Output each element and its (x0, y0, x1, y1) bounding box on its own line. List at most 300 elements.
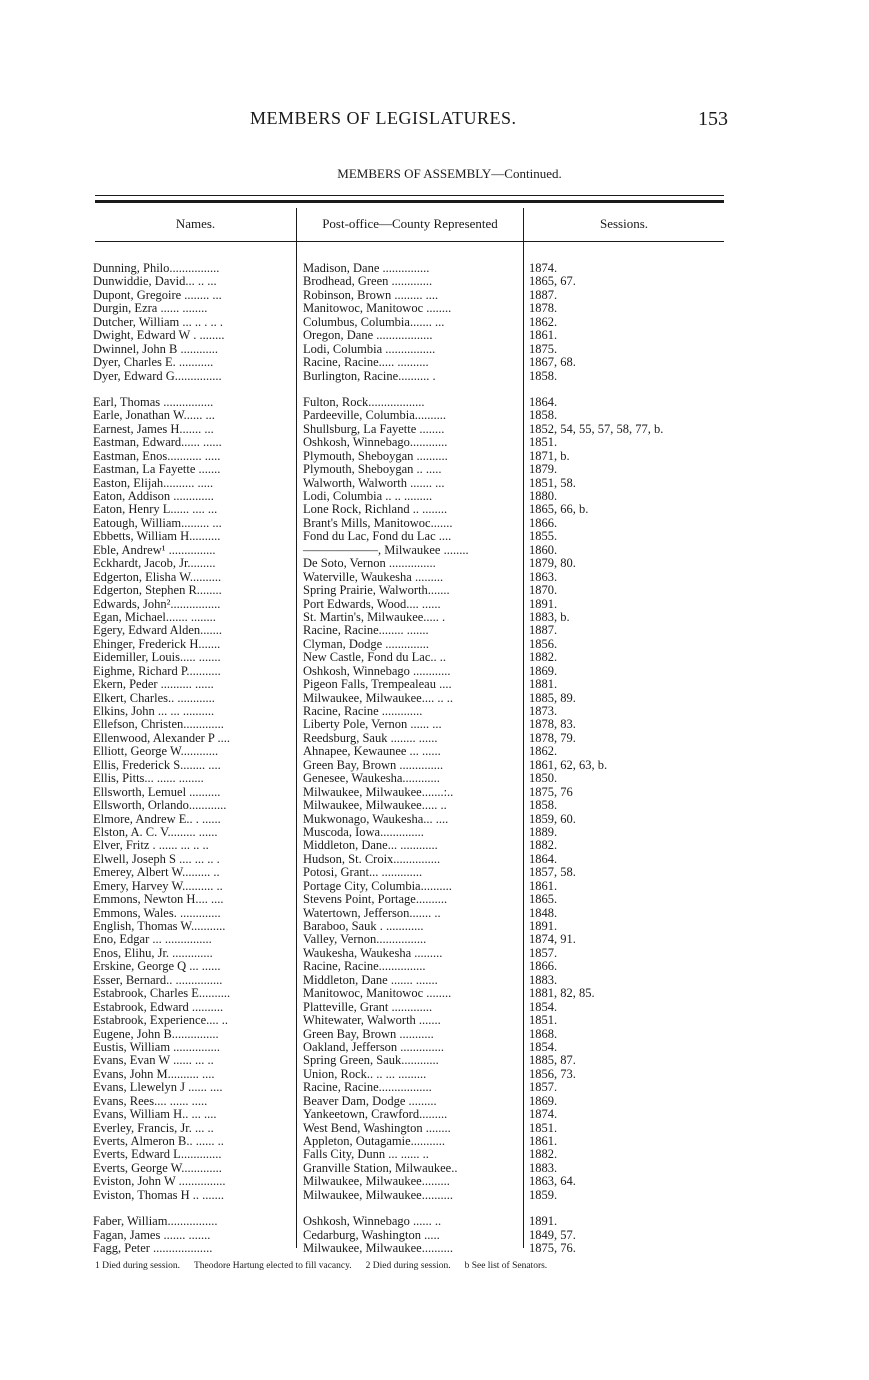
sessions-cell: 1874. (529, 262, 558, 275)
post-office-cell: Hudson, St. Croix............... (303, 852, 441, 866)
post-office-cell: Milwaukee, Milwaukee.... .. .. (303, 691, 453, 705)
sessions-cell: 1885, 87. (529, 1054, 576, 1068)
table-row (93, 1162, 733, 1175)
table-row (93, 853, 733, 866)
table-row (93, 329, 733, 342)
member-name-cell: Evans, Evan W ...... ... .. (93, 1054, 214, 1068)
post-office-cell: Genesee, Waukesha............ (303, 772, 440, 786)
post-office-cell: Middleton, Dane... ............ (303, 839, 438, 853)
member-name-cell: Emery, Harvey W.......... .. (93, 879, 223, 893)
post-office-cell: Union, Rock.. .. ... ......... (303, 1067, 427, 1081)
sessions-cell: 1882. (529, 651, 558, 665)
member-name-cell: Dwight, Edward W . ........ (93, 329, 225, 343)
member-name-cell: Dutcher, William ... .. . .. . (93, 315, 223, 329)
post-office-cell: Fulton, Rock.................. (303, 395, 425, 409)
post-office-cell: Granville Station, Milwaukee.. (303, 1161, 458, 1175)
table-row (93, 571, 733, 584)
table-row (93, 544, 733, 557)
sessions-cell: 1858. (529, 799, 558, 813)
member-name-cell: Ellsworth, Orlando............ (93, 799, 227, 813)
member-name-cell: Emmons, Newton H.... .... (93, 893, 224, 907)
table-row (93, 1148, 733, 1161)
member-name-cell: Earle, Jonathan W...... ... (93, 409, 215, 423)
post-office-cell: Baraboo, Sauk . ............ (303, 920, 424, 933)
sessions-cell: 1881. (529, 678, 558, 692)
member-name-cell: Fagan, James ....... ....... (93, 1228, 211, 1242)
sessions-cell: 1865, 66, b. (529, 503, 589, 517)
table-row (93, 1189, 733, 1202)
table-row (93, 1175, 733, 1188)
table-row (93, 396, 733, 409)
sessions-cell: 1857. (529, 1081, 558, 1095)
post-office-cell: New Castle, Fond du Lac.. .. (303, 651, 447, 665)
post-office-cell: Liberty Pole, Vernon ...... ... (303, 718, 442, 732)
post-office-cell: Oregon, Dane .................. (303, 329, 433, 343)
table-row (93, 409, 733, 422)
post-office-cell: Robinson, Brown ......... .... (303, 288, 439, 302)
post-office-cell: Shullsburg, La Fayette ........ (303, 422, 445, 436)
sessions-cell: 1871, b. (529, 449, 570, 463)
header-rule (95, 241, 724, 242)
sessions-cell: 1874. (529, 1108, 558, 1122)
post-office-cell: Clyman, Dodge .............. (303, 637, 430, 651)
sessions-cell: 1848. (529, 906, 558, 920)
sessions-cell: 1857. (529, 946, 558, 960)
page-number: 153 (698, 108, 728, 130)
sessions-cell: 1861. (529, 1135, 558, 1148)
sessions-cell: 1858. (529, 409, 558, 423)
member-name-cell: Everts, George W............. (93, 1161, 222, 1175)
member-name-cell: Eatough, William......... ... (93, 516, 222, 530)
member-name-cell: Eugene, John B............... (93, 1027, 219, 1041)
table-row (93, 960, 733, 973)
sessions-cell: 1883. (529, 973, 558, 987)
sessions-cell: 1887. (529, 624, 558, 638)
sessions-cell: 1873. (529, 705, 558, 718)
member-name-cell: Esser, Bernard.. ............... (93, 973, 223, 987)
post-office-cell: Spring Prairie, Walworth....... (303, 584, 450, 598)
post-office-cell: Racine, Racine............... (303, 960, 426, 974)
table-row (93, 517, 733, 530)
post-office-cell: Milwaukee, Milwaukee.......... (303, 1188, 453, 1202)
sessions-cell: 1855. (529, 530, 558, 544)
sessions-cell: 1878. (529, 302, 558, 316)
sessions-cell: 1856. (529, 637, 558, 651)
table-row (93, 1135, 733, 1148)
sessions-cell: 1851, 58. (529, 476, 576, 490)
sessions-cell: 1859, 60. (529, 812, 576, 826)
member-name-cell: Edwards, John²................ (93, 597, 221, 611)
member-name-cell: Elkins, John ... ... .......... (93, 705, 215, 718)
member-name-cell: Eaton, Henry L...... .... ... (93, 503, 218, 517)
sessions-cell: 1858. (529, 369, 558, 383)
top-rule-thin (95, 195, 724, 196)
member-name-cell: Dyer, Edward G............... (93, 369, 222, 383)
sessions-cell: 1879, 80. (529, 557, 576, 571)
post-office-cell: Beaver Dam, Dodge ......... (303, 1094, 437, 1108)
member-name-cell: Easton, Elijah.......... ..... (93, 476, 214, 490)
running-head: MEMBERS OF LEGISLATURES. (250, 108, 517, 128)
table-row (93, 933, 733, 946)
table-row (93, 611, 733, 624)
member-name-cell: Ellenwood, Alexander P .... (93, 731, 231, 745)
footnote-1: 1 Died during session. (95, 1261, 180, 1271)
table-row (93, 370, 733, 383)
sessions-cell: 1851. (529, 436, 558, 450)
footnote-4: b See list of Senators. (464, 1261, 548, 1271)
footnote-3: 2 Died during session. (365, 1261, 451, 1271)
member-name-cell: Edgerton, Stephen R........ (93, 584, 222, 598)
post-office-cell: Brodhead, Green ............. (303, 275, 433, 289)
table-row (93, 1229, 733, 1242)
sessions-cell: 1860. (529, 543, 558, 557)
member-name-cell: Ebbetts, William H.......... (93, 530, 221, 544)
table-row (93, 1215, 733, 1228)
table-row (93, 1001, 733, 1014)
post-office-cell: Watertown, Jefferson....... .. (303, 906, 441, 920)
member-name-cell: Elliott, George W............ (93, 745, 219, 759)
member-name-cell: Eble, Andrew¹ ............... (93, 543, 216, 557)
post-office-cell: St. Martin's, Milwaukee..... . (303, 610, 446, 624)
post-office-cell: Plymouth, Sheboygan .. ..... (303, 463, 442, 477)
table-row (93, 316, 733, 329)
post-office-cell: Falls City, Dunn ... ...... .. (303, 1148, 429, 1162)
post-office-cell: Potosi, Grant... ............. (303, 866, 423, 880)
table-row (93, 839, 733, 852)
post-office-cell: Whitewater, Walworth ....... (303, 1014, 441, 1028)
table-row (93, 624, 733, 637)
table-row (93, 1081, 733, 1094)
member-name-cell: Ekern, Peder .......... ...... (93, 678, 214, 692)
member-name-cell: Eaton, Addison ............. (93, 490, 214, 503)
table-row (93, 745, 733, 758)
post-office-cell: Reedsburg, Sauk ........ ...... (303, 731, 438, 745)
table-row (93, 436, 733, 449)
member-name-cell: Earl, Thomas ................ (93, 395, 214, 409)
post-office-cell: Walworth, Walworth ....... ... (303, 476, 445, 490)
post-office-cell: Waterville, Waukesha ......... (303, 570, 444, 584)
member-name-cell: Everts, Almeron B.. ...... .. (93, 1135, 224, 1148)
sessions-cell: 1859. (529, 1188, 558, 1202)
sessions-cell: 1851. (529, 1014, 558, 1028)
member-name-cell: Enos, Elihu, Jr. ............. (93, 946, 213, 960)
sessions-cell: 1869. (529, 664, 558, 678)
table-row (93, 1014, 733, 1027)
table-row (93, 356, 733, 369)
member-name-cell: Ellsworth, Lemuel .......... (93, 785, 221, 799)
table-row (93, 1041, 733, 1054)
post-office-cell: Middleton, Dane ....... ....... (303, 973, 438, 987)
member-name-cell: Edgerton, Elisha W.......... (93, 570, 222, 584)
post-office-cell: Racine, Racine........ ....... (303, 624, 429, 638)
post-office-cell: Port Edwards, Wood.... ...... (303, 597, 441, 611)
post-office-cell: Brant's Mills, Manitowoc....... (303, 516, 453, 530)
post-office-cell: De Soto, Vernon ............... (303, 557, 436, 571)
sessions-cell: 1889. (529, 825, 558, 839)
table-row (93, 503, 733, 516)
post-office-cell: ——————, Milwaukee ........ (303, 543, 469, 557)
sessions-cell: 1880. (529, 490, 558, 503)
member-name-cell: Eviston, John W ............... (93, 1175, 226, 1189)
table-row (93, 275, 733, 288)
member-name-cell: Ellis, Pitts... ...... ........ (93, 772, 204, 786)
table-row (93, 1054, 733, 1067)
post-office-cell: Green Bay, Brown ........... (303, 1027, 434, 1041)
footnotes (95, 1261, 735, 1271)
member-name-cell: Durgin, Ezra ...... ........ (93, 302, 208, 316)
member-name-cell: Elwell, Joseph S .... ... .. . (93, 852, 220, 866)
sessions-cell: 1879. (529, 463, 558, 477)
footnote-2: Theodore Hartung elected to fill vacancy. (193, 1261, 352, 1271)
member-name-cell: Estabrook, Experience.... .. (93, 1014, 229, 1028)
post-office-cell: Lone Rock, Richland .. ........ (303, 503, 448, 517)
table-row (93, 665, 733, 678)
sessions-cell: 1887. (529, 288, 558, 302)
member-name-cell: Evans, John M.......... .... (93, 1067, 215, 1081)
table-row (93, 759, 733, 772)
table-row (93, 490, 733, 503)
sessions-cell: 1863, 64. (529, 1175, 576, 1189)
sessions-cell: 1865. (529, 893, 558, 907)
sessions-cell: 1882. (529, 1148, 558, 1162)
sessions-cell: 1885, 89. (529, 691, 576, 705)
sessions-cell: 1856, 73. (529, 1067, 576, 1081)
member-name-cell: Evans, Llewelyn J ...... .... (93, 1081, 223, 1095)
table-row (93, 692, 733, 705)
sessions-cell: 1864. (529, 395, 558, 409)
post-office-cell: Valley, Vernon................ (303, 933, 427, 947)
post-office-cell: Oshkosh, Winnebago ............ (303, 664, 451, 678)
table-row (93, 289, 733, 302)
table-row (93, 880, 733, 893)
post-office-cell: Stevens Point, Portage.......... (303, 893, 448, 907)
member-name-cell: Ellis, Frederick S........ .... (93, 758, 221, 772)
table-row (93, 343, 733, 356)
sessions-cell: 1883. (529, 1161, 558, 1175)
member-name-cell: Evans, Rees.... ...... ..... (93, 1094, 208, 1108)
post-office-cell: Waukesha, Waukesha ......... (303, 946, 443, 960)
post-office-cell: Yankeetown, Crawford......... (303, 1108, 448, 1122)
table-row (93, 1108, 733, 1121)
sessions-cell: 1882. (529, 839, 558, 853)
member-name-cell: Emerey, Albert W......... .. (93, 866, 220, 880)
sessions-cell: 1878, 79. (529, 731, 576, 745)
sessions-cell: 1870. (529, 584, 558, 598)
table-row (93, 1122, 733, 1135)
table-row (93, 799, 733, 812)
sessions-cell: 1867, 68. (529, 356, 576, 370)
member-name-cell: Eckhardt, Jacob, Jr......... (93, 557, 216, 571)
table-row (93, 732, 733, 745)
member-name-cell: Egery, Edward Alden....... (93, 624, 223, 638)
table-row (93, 826, 733, 839)
column-header-names: Names. (175, 216, 216, 231)
post-office-cell: Racine, Racine..... .......... (303, 356, 429, 370)
table-row (93, 893, 733, 906)
sessions-cell: 1850. (529, 772, 558, 786)
post-office-cell: Green Bay, Brown .............. (303, 758, 444, 772)
post-office-cell: Spring Green, Sauk............ (303, 1054, 439, 1068)
table-row (93, 772, 733, 785)
table-row (93, 1242, 733, 1255)
table-row (93, 1028, 733, 1041)
sessions-cell: 1857, 58. (529, 866, 576, 880)
sessions-cell: 1881, 82, 85. (529, 987, 595, 1001)
sessions-cell: 1891. (529, 920, 558, 933)
sessions-cell: 1874, 91. (529, 933, 576, 947)
sessions-cell: 1868. (529, 1027, 558, 1041)
member-name-cell: Earnest, James H....... ... (93, 422, 214, 436)
sessions-cell: 1891. (529, 597, 558, 611)
post-office-cell: Burlington, Racine.......... . (303, 369, 436, 383)
sessions-cell: 1883, b. (529, 610, 570, 624)
table-row (93, 866, 733, 879)
post-office-cell: Portage City, Columbia.......... (303, 879, 452, 893)
table-row (93, 705, 733, 718)
member-name-cell: Ellefson, Christen............. (93, 718, 224, 732)
table-row (93, 477, 733, 490)
sessions-cell: 1866. (529, 960, 558, 974)
table-row (93, 463, 733, 476)
member-name-cell: Estabrook, Edward .......... (93, 1000, 224, 1014)
member-name-cell: Dunning, Philo................ (93, 262, 220, 275)
post-office-cell: Plymouth, Sheboygan .......... (303, 449, 448, 463)
member-name-cell: Everts, Edward L............. (93, 1148, 222, 1162)
post-office-cell: Pardeeville, Columbia.......... (303, 409, 447, 423)
column-header-post-office: Post-office—County Represented (322, 216, 498, 231)
sessions-cell: 1854. (529, 1000, 558, 1014)
members-table (93, 262, 733, 1256)
table-row (93, 450, 733, 463)
sessions-cell: 1865, 67. (529, 275, 576, 289)
member-name-cell: Eastman, La Fayette ....... (93, 463, 221, 477)
member-name-cell: Elmore, Andrew E.. . ...... (93, 812, 221, 826)
post-office-cell: Milwaukee, Milwaukee.......... (303, 1242, 453, 1256)
post-office-cell: Oakland, Jefferson .............. (303, 1040, 445, 1054)
member-name-cell: Elver, Fritz . ...... ... .. .. (93, 839, 209, 853)
sessions-cell: 1854. (529, 1040, 558, 1054)
sessions-cell: 1875. (529, 342, 558, 356)
table-row (93, 423, 733, 436)
sessions-cell: 1866. (529, 516, 558, 530)
member-name-cell: Dupont, Gregoire ........ ... (93, 288, 222, 302)
sessions-cell: 1852, 54, 55, 57, 58, 77, b. (529, 422, 664, 436)
post-office-cell: Pigeon Falls, Trempealeau .... (303, 678, 452, 692)
sessions-cell: 1864. (529, 852, 558, 866)
table-row (93, 678, 733, 691)
member-name-cell: Dyer, Charles E. ........... (93, 356, 214, 370)
member-name-cell: Egan, Michael....... ........ (93, 610, 216, 624)
post-office-cell: Milwaukee, Milwaukee..... .. (303, 799, 447, 813)
sessions-cell: 1861. (529, 329, 558, 343)
table-row (93, 718, 733, 731)
post-office-cell: Madison, Dane ............... (303, 262, 430, 275)
member-name-cell: Elkert, Charles.. ............ (93, 691, 215, 705)
sessions-cell: 1851. (529, 1121, 558, 1135)
post-office-cell: Racine, Racine................. (303, 1081, 432, 1095)
member-name-cell: Eidemiller, Louis..... ....... (93, 651, 221, 665)
post-office-cell: Milwaukee, Milwaukee.......:.. (303, 785, 454, 799)
table-row (93, 974, 733, 987)
table-row (93, 987, 733, 1000)
post-office-cell: Appleton, Outagamie........... (303, 1135, 445, 1148)
post-office-cell: Ahnapee, Kewaunee ... ...... (303, 745, 441, 759)
member-name-cell: Ehinger, Frederick H....... (93, 637, 221, 651)
post-office-cell: Platteville, Grant ............. (303, 1000, 433, 1014)
post-office-cell: Manitowoc, Manitowoc ........ (303, 302, 452, 316)
post-office-cell: Oshkosh, Winnebago ...... .. (303, 1215, 442, 1229)
post-office-cell: Lodi, Columbia ................ (303, 342, 436, 356)
table-row (93, 1068, 733, 1081)
post-office-cell: Oshkosh, Winnebago............ (303, 436, 448, 450)
table-row (93, 1095, 733, 1108)
member-name-cell: Emmons, Wales. ............. (93, 906, 221, 920)
post-office-cell: Cedarburg, Washington ..... (303, 1228, 440, 1242)
sessions-cell: 1861. (529, 879, 558, 893)
member-name-cell: Eastman, Edward...... ...... (93, 436, 222, 450)
post-office-cell: Muscoda, Iowa.............. (303, 825, 424, 839)
sessions-cell: 1875, 76. (529, 1242, 576, 1256)
table-subtitle: MEMBERS OF ASSEMBLY—Continued. (337, 166, 562, 181)
member-name-cell: Eighme, Richard P........... (93, 664, 221, 678)
post-office-cell: Manitowoc, Manitowoc ........ (303, 987, 452, 1001)
table-row (93, 786, 733, 799)
sessions-cell: 1863. (529, 570, 558, 584)
member-name-cell: Estabrook, Charles E.......... (93, 987, 231, 1001)
member-name-cell: Dunwiddie, David... .. ... (93, 275, 217, 289)
table-row (93, 557, 733, 570)
post-office-cell: West Bend, Washington ........ (303, 1121, 451, 1135)
sessions-cell: 1849, 57. (529, 1228, 576, 1242)
table-row (93, 302, 733, 315)
member-name-cell: Everley, Francis, Jr. ... .. (93, 1121, 214, 1135)
sessions-cell: 1891. (529, 1215, 558, 1229)
table-row (93, 651, 733, 664)
post-office-cell: Columbus, Columbia....... ... (303, 315, 445, 329)
table-row (93, 920, 733, 933)
sessions-cell: 1878, 83. (529, 718, 576, 732)
post-office-cell: Milwaukee, Milwaukee......... (303, 1175, 450, 1189)
post-office-cell: Mukwonago, Waukesha... .... (303, 812, 449, 826)
top-rule-thick (95, 200, 724, 203)
table-row (93, 598, 733, 611)
member-name-cell: Eviston, Thomas H .. ....... (93, 1188, 225, 1202)
member-name-cell: Eno, Edgar ... ............... (93, 933, 212, 947)
table-row (93, 813, 733, 826)
post-office-cell: Racine, Racine ............. (303, 705, 423, 718)
member-name-cell: English, Thomas W........... (93, 920, 226, 933)
column-header-sessions: Sessions. (599, 216, 649, 231)
member-name-cell: Erskine, George Q ... ...... (93, 960, 221, 974)
member-name-cell: Dwinnel, John B ............ (93, 342, 218, 356)
member-name-cell: Fagg, Peter ................... (93, 1242, 213, 1256)
post-office-cell: Lodi, Columbia .. .. ......... (303, 490, 433, 503)
member-name-cell: Eastman, Enos........... ..... (93, 449, 221, 463)
table-row (93, 530, 733, 543)
table-row (93, 638, 733, 651)
table-row (93, 584, 733, 597)
member-name-cell: Elston, A. C. V......... ...... (93, 825, 218, 839)
member-name-cell: Evans, William H.. ... .... (93, 1108, 217, 1122)
sessions-cell: 1869. (529, 1094, 558, 1108)
table-row (93, 947, 733, 960)
member-name-cell: Faber, William................ (93, 1215, 218, 1229)
sessions-cell: 1862. (529, 315, 558, 329)
sessions-cell: 1875, 76 (529, 785, 573, 799)
sessions-cell: 1862. (529, 745, 558, 759)
table-row (93, 907, 733, 920)
table-row (93, 262, 733, 275)
